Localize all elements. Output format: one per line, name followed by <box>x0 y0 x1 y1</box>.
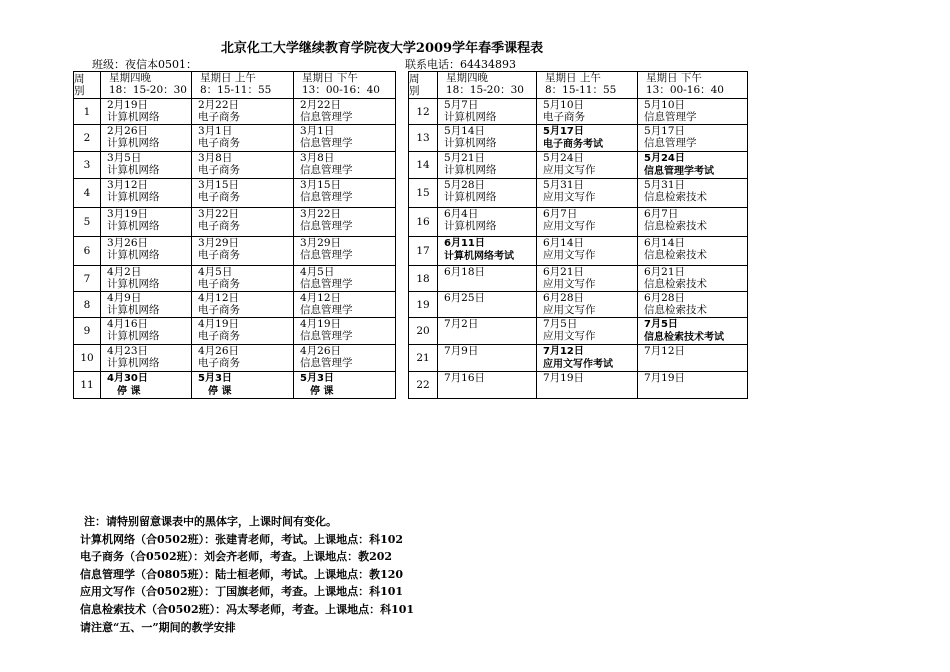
week-number: 14 <box>409 152 438 179</box>
week-number: 16 <box>409 208 438 237</box>
am-cell <box>192 237 294 266</box>
date-text: 5月24日 <box>644 153 685 164</box>
note-line: 计算机网络（合0502班）：张建青老师，考试。上课地点：科102 <box>80 532 404 546</box>
am-cell <box>537 345 638 372</box>
date-text: 7月19日 <box>644 372 686 384</box>
date-text: 4月19日 <box>198 318 240 330</box>
pm-cell <box>294 237 396 266</box>
sun-pm-header: 星期日 下午 13：00-16：40 <box>294 72 396 99</box>
date-text: 3月8日 <box>198 152 233 164</box>
am-cell <box>537 237 638 266</box>
pm-cell <box>638 99 748 125</box>
am-cell <box>192 345 294 372</box>
thu-cell <box>438 208 537 237</box>
date-text: 6月4日 <box>444 208 479 220</box>
course-text: 应用文写作 <box>543 191 596 203</box>
course-text: 计算机网络 <box>107 111 160 123</box>
page-title: 北京化工大学继续教育学院夜大学2009学年春季课程表 <box>220 41 544 56</box>
course-text: 信息检索技术 <box>644 220 707 232</box>
table-row <box>74 179 748 208</box>
course-text: 计算机网络 <box>107 330 160 342</box>
course-text: 计算机网络 <box>107 220 160 232</box>
pm-cell <box>638 318 748 345</box>
course-text: 信息管理学 <box>300 278 353 290</box>
table-row <box>74 292 748 318</box>
course-text: 计算机网络 <box>107 164 160 176</box>
date-text: 5月17日 <box>644 125 686 137</box>
pm-cell <box>294 208 396 237</box>
column-gap <box>396 152 409 179</box>
course-text: 信息检索技术 <box>644 249 707 261</box>
thu-cell <box>438 266 537 292</box>
week-number: 22 <box>409 372 438 399</box>
week-number: 9 <box>74 318 101 345</box>
course-text: 信息管理学 <box>300 304 353 316</box>
week-number: 15 <box>409 179 438 208</box>
course-text: 电子商务考试 <box>543 139 603 150</box>
course-text: 计算机网络 <box>444 220 497 232</box>
date-text: 7月12日 <box>543 346 584 357</box>
week-number: 2 <box>74 125 101 152</box>
date-text: 7月16日 <box>444 372 486 384</box>
date-text: 6月14日 <box>644 237 686 249</box>
course-text: 电子商务 <box>198 357 240 369</box>
thu-cell <box>101 152 192 179</box>
week-number: 7 <box>74 266 101 292</box>
date-text: 4月2日 <box>107 266 142 278</box>
table-row <box>74 237 748 266</box>
date-text: 3月22日 <box>198 208 240 220</box>
course-text: 电子商务 <box>198 249 240 261</box>
notes-section <box>80 513 414 636</box>
course-text: 计算机网络 <box>107 304 160 316</box>
course-text: 信息检索技术 <box>644 278 707 290</box>
table-row <box>74 266 748 292</box>
column-gap <box>396 266 409 292</box>
date-text: 4月16日 <box>107 318 149 330</box>
date-text: 4月19日 <box>300 318 342 330</box>
date-text: 3月5日 <box>107 152 142 164</box>
date-text: 6月7日 <box>644 208 679 220</box>
class-label: 班级：夜信本0501： <box>92 58 197 71</box>
date-text: 6月28日 <box>543 292 585 304</box>
pm-cell <box>638 208 748 237</box>
pm-cell <box>294 292 396 318</box>
thu-cell <box>101 208 192 237</box>
date-text: 7月2日 <box>444 318 479 330</box>
week-number: 1 <box>74 99 101 125</box>
table-row <box>74 345 748 372</box>
thu-cell <box>438 318 537 345</box>
thu-cell <box>438 99 537 125</box>
week-number: 10 <box>74 345 101 372</box>
pm-cell <box>638 345 748 372</box>
course-text: 计算机网络考试 <box>444 251 514 262</box>
course-text: 信息管理学 <box>300 220 353 232</box>
date-text: 6月14日 <box>543 237 585 249</box>
am-cell <box>192 208 294 237</box>
course-text: 信息管理学 <box>300 111 353 123</box>
am-cell <box>192 292 294 318</box>
column-gap <box>396 372 409 399</box>
thu-header: 星期四晚 18：15-20：30 <box>101 72 192 99</box>
pm-cell <box>638 179 748 208</box>
pm-cell <box>294 372 396 399</box>
column-gap <box>396 208 409 237</box>
note-line: 请注意“五、一”期间的教学安排 <box>80 620 236 634</box>
course-text: 计算机网络 <box>107 137 160 149</box>
course-text: 计算机网络 <box>444 111 497 123</box>
date-text: 2月19日 <box>107 99 149 111</box>
column-gap <box>396 292 409 318</box>
course-text: 电子商务 <box>198 304 240 316</box>
thu-cell <box>101 237 192 266</box>
course-text: 电子商务 <box>198 278 240 290</box>
am-cell <box>537 152 638 179</box>
week-number: 4 <box>74 179 101 208</box>
course-text: 停 课 <box>208 386 232 397</box>
week-number: 18 <box>409 266 438 292</box>
sun-pm-header: 星期日 下午 13：00-16：40 <box>638 72 748 99</box>
date-text: 7月5日 <box>543 318 578 330</box>
course-text: 电子商务 <box>198 137 240 149</box>
column-gap <box>396 237 409 266</box>
date-text: 6月11日 <box>444 238 485 249</box>
date-text: 6月21日 <box>543 266 585 278</box>
course-text: 计算机网络 <box>444 164 497 176</box>
date-text: 6月21日 <box>644 266 686 278</box>
date-text: 5月31日 <box>644 179 686 191</box>
thu-cell <box>438 179 537 208</box>
date-text: 3月26日 <box>107 237 149 249</box>
date-text: 4月9日 <box>107 292 142 304</box>
course-text: 计算机网络 <box>107 278 160 290</box>
pm-cell <box>638 266 748 292</box>
date-text: 5月3日 <box>198 373 232 384</box>
date-text: 6月25日 <box>444 292 486 304</box>
date-text: 6月18日 <box>444 266 486 278</box>
date-text: 2月26日 <box>107 125 149 137</box>
thu-cell <box>101 292 192 318</box>
date-text: 4月30日 <box>107 373 148 384</box>
week-number: 17 <box>409 237 438 266</box>
course-text: 计算机网络 <box>107 191 160 203</box>
pm-cell <box>294 152 396 179</box>
thu-cell <box>438 152 537 179</box>
date-text: 6月7日 <box>543 208 578 220</box>
course-text: 电子商务 <box>198 111 240 123</box>
date-text: 3月1日 <box>300 125 335 137</box>
thu-cell <box>101 99 192 125</box>
table-row <box>74 99 748 125</box>
date-text: 3月29日 <box>198 237 240 249</box>
course-text: 停 课 <box>310 386 334 397</box>
course-text: 应用文写作 <box>543 278 596 290</box>
week-number: 8 <box>74 292 101 318</box>
schedule-table <box>73 71 748 399</box>
date-text: 4月5日 <box>198 266 233 278</box>
am-cell <box>537 208 638 237</box>
phone-label: 联系电话：64434893 <box>405 58 516 71</box>
week-number: 19 <box>409 292 438 318</box>
note-line: 注：请特别留意课表中的黑体字，上课时间有变化。 <box>84 515 337 528</box>
am-cell <box>192 99 294 125</box>
date-text: 3月12日 <box>107 179 149 191</box>
course-text: 计算机网络 <box>444 191 497 203</box>
column-gap <box>396 125 409 152</box>
course-text: 计算机网络 <box>444 137 497 149</box>
date-text: 4月5日 <box>300 266 335 278</box>
pm-cell <box>294 266 396 292</box>
am-cell <box>537 125 638 152</box>
thu-header: 星期四晚 18：15-20：30 <box>438 72 537 99</box>
course-text: 信息检索技术 <box>644 191 707 203</box>
pm-cell <box>638 152 748 179</box>
am-cell <box>537 179 638 208</box>
course-text: 电子商务 <box>198 220 240 232</box>
week-number: 13 <box>409 125 438 152</box>
course-text: 应用文写作 <box>543 220 596 232</box>
date-text: 5月21日 <box>444 152 486 164</box>
course-text: 信息管理学 <box>300 137 353 149</box>
date-text: 5月24日 <box>543 152 585 164</box>
date-text: 5月31日 <box>543 179 585 191</box>
column-gap <box>396 72 409 99</box>
course-text: 电子商务 <box>543 111 585 123</box>
column-gap <box>396 179 409 208</box>
am-cell <box>537 99 638 125</box>
am-cell <box>192 318 294 345</box>
course-text: 信息管理学 <box>300 357 353 369</box>
date-text: 3月22日 <box>300 208 342 220</box>
course-text: 电子商务 <box>198 164 240 176</box>
pm-cell <box>638 292 748 318</box>
thu-cell <box>438 292 537 318</box>
date-text: 5月7日 <box>444 99 479 111</box>
table-row <box>74 125 748 152</box>
course-text: 应用文写作 <box>543 330 596 342</box>
pm-cell <box>294 345 396 372</box>
pm-cell <box>638 125 748 152</box>
thu-cell <box>438 372 537 399</box>
date-text: 6月28日 <box>644 292 686 304</box>
pm-cell <box>638 237 748 266</box>
thu-cell <box>101 266 192 292</box>
week-header: 周 别 <box>74 72 101 99</box>
week-number: 12 <box>409 99 438 125</box>
course-text: 信息检索技术考试 <box>644 332 724 343</box>
note-line: 应用文写作（合0502班）：丁国旗老师，考查。上课地点：科101 <box>80 585 404 599</box>
am-cell <box>537 292 638 318</box>
thu-cell <box>438 345 537 372</box>
date-text: 3月15日 <box>300 179 342 191</box>
date-text: 4月26日 <box>300 345 342 357</box>
course-text: 信息检索技术 <box>644 304 707 316</box>
thu-cell <box>438 237 537 266</box>
date-text: 5月28日 <box>444 179 486 191</box>
table-row <box>74 372 748 399</box>
date-text: 7月5日 <box>644 319 678 330</box>
thu-cell <box>101 125 192 152</box>
course-text: 应用文写作 <box>543 249 596 261</box>
am-cell <box>192 125 294 152</box>
am-cell <box>537 372 638 399</box>
column-gap <box>396 318 409 345</box>
header-row <box>74 72 748 99</box>
date-text: 5月14日 <box>444 125 486 137</box>
thu-cell <box>101 345 192 372</box>
pm-cell <box>294 318 396 345</box>
week-number: 6 <box>74 237 101 266</box>
am-cell <box>192 179 294 208</box>
date-text: 7月12日 <box>644 345 686 357</box>
am-cell <box>537 266 638 292</box>
course-text: 信息管理学 <box>300 249 353 261</box>
course-text: 信息管理学 <box>300 191 353 203</box>
date-text: 4月26日 <box>198 345 240 357</box>
week-number: 3 <box>74 152 101 179</box>
am-cell <box>192 372 294 399</box>
course-text: 信息管理学 <box>300 330 353 342</box>
course-text: 电子商务 <box>198 191 240 203</box>
week-number: 21 <box>409 345 438 372</box>
thu-cell <box>101 372 192 399</box>
column-gap <box>396 99 409 125</box>
week-number: 20 <box>409 318 438 345</box>
date-text: 5月10日 <box>543 99 585 111</box>
table-row <box>74 152 748 179</box>
date-text: 3月19日 <box>107 208 149 220</box>
note-line: 电子商务（合0502班）：刘会齐老师，考查。上课地点：教202 <box>80 550 393 564</box>
date-text: 7月9日 <box>444 345 479 357</box>
am-cell <box>537 318 638 345</box>
column-gap <box>396 345 409 372</box>
week-header: 周 别 <box>409 72 438 99</box>
note-line: 信息管理学（合0805班）：陆士桓老师，考试。上课地点：教120 <box>80 567 404 581</box>
course-text: 信息管理学 <box>300 164 353 176</box>
course-text: 信息管理学考试 <box>644 166 714 177</box>
sun-am-header: 星期日 上午 8：15-11：55 <box>192 72 294 99</box>
date-text: 5月3日 <box>300 373 334 384</box>
pm-cell <box>638 372 748 399</box>
course-text: 停 课 <box>117 386 141 397</box>
thu-cell <box>101 318 192 345</box>
week-number: 11 <box>74 372 101 399</box>
thu-cell <box>101 179 192 208</box>
date-text: 3月15日 <box>198 179 240 191</box>
course-text: 信息管理学 <box>644 137 697 149</box>
date-text: 4月23日 <box>107 345 149 357</box>
course-text: 应用文写作考试 <box>543 359 613 370</box>
course-text: 电子商务 <box>198 330 240 342</box>
course-text: 应用文写作 <box>543 304 596 316</box>
course-text: 应用文写作 <box>543 164 596 176</box>
date-text: 5月10日 <box>644 99 686 111</box>
date-text: 2月22日 <box>300 99 342 111</box>
week-number: 5 <box>74 208 101 237</box>
date-text: 5月17日 <box>543 126 584 137</box>
am-cell <box>192 266 294 292</box>
date-text: 3月29日 <box>300 237 342 249</box>
date-text: 2月22日 <box>198 99 240 111</box>
course-text: 计算机网络 <box>107 249 160 261</box>
pm-cell <box>294 125 396 152</box>
am-cell <box>192 152 294 179</box>
table-row <box>74 318 748 345</box>
note-line: 信息检索技术（合0502班）：冯太琴老师，考查。上课地点：科101 <box>80 602 415 616</box>
thu-cell <box>438 125 537 152</box>
date-text: 4月12日 <box>300 292 342 304</box>
table-row <box>74 208 748 237</box>
sun-am-header: 星期日 上午 8：15-11：55 <box>537 72 638 99</box>
date-text: 7月19日 <box>543 372 585 384</box>
date-text: 3月1日 <box>198 125 233 137</box>
date-text: 3月8日 <box>300 152 335 164</box>
date-text: 4月12日 <box>198 292 240 304</box>
pm-cell <box>294 99 396 125</box>
course-text: 信息管理学 <box>644 111 697 123</box>
pm-cell <box>294 179 396 208</box>
course-text: 计算机网络 <box>107 357 160 369</box>
